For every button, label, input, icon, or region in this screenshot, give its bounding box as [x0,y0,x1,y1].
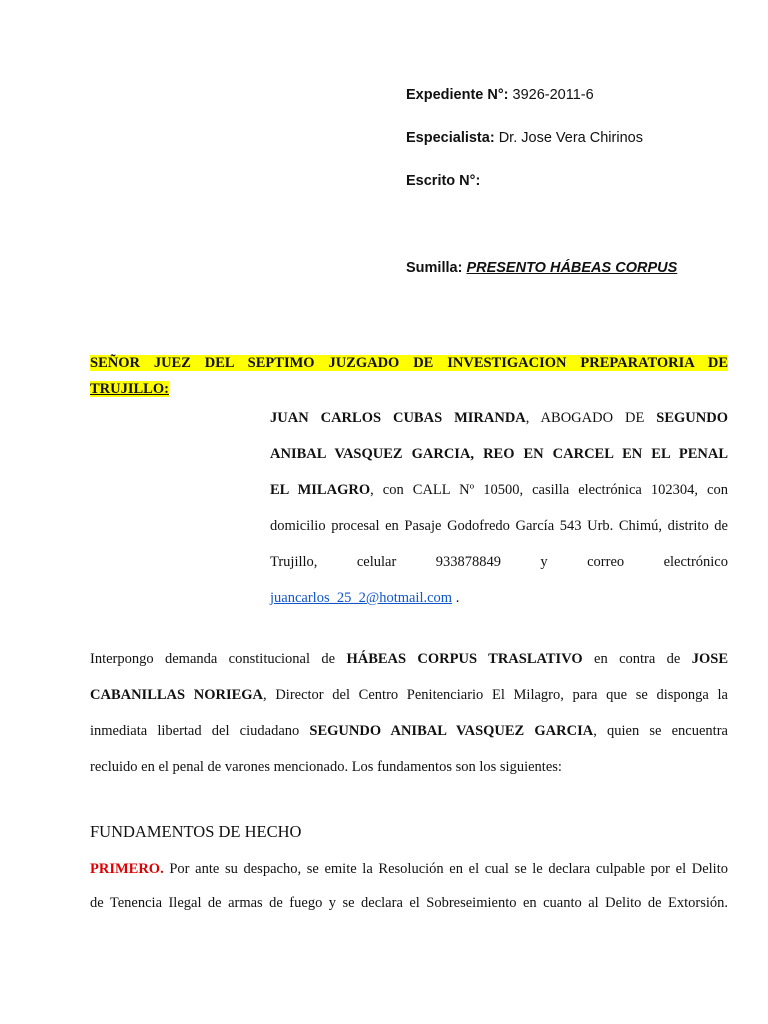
first-fact-paragraph [90,856,728,924]
prison-name: EL MILAGRO [270,482,371,498]
expediente-line [406,87,594,103]
client-name-status: ANIBAL VASQUEZ GARCIA, REO EN CARCEL EN EL PENAL [270,446,728,462]
parties-line [270,549,728,585]
respondent-name: CABANILLAS NORIEGA [90,687,264,703]
demand-line: recluido en el penal de varones mencionado. Los fundamentos son los siguientes: [90,759,562,775]
beneficiary-name: SEGUNDO ANIBAL VASQUEZ GARCIA [309,723,594,739]
court-address-line-1: SEÑOR JUEZ DEL SEPTIMO JUZGADO DE INVESTIGACION PREPARATORIA DE [90,355,728,371]
sumilla-line [406,260,677,276]
demand-line: CABANILLAS NORIEGA, Director del Centro Penitenciario El Milagro, para que se disponga la [90,687,728,703]
demand-line: inmediata libertad del ciudadano SEGUNDO ANIBAL VASQUEZ GARCIA, quien se encuentra [90,723,728,739]
address-text: domicilio procesal en Pasaje Godofredo García 543 Urb. Chimú, distrito de [270,518,728,534]
especialista-line [406,130,643,146]
parties-line [270,513,728,549]
parties-line [270,477,728,513]
sumilla-label: Sumilla: [406,260,463,276]
client-name-part: SEGUNDO [656,410,728,426]
especialista-value: Dr. Jose Vera Chirinos [498,130,643,146]
section-heading: FUNDAMENTOS DE HECHO [90,822,302,841]
parties-line: juancarlos_25_2@hotmail.com . [270,590,460,606]
lawyer-name: JUAN CARLOS CUBAS MIRANDA [270,410,526,426]
court-address-line-2: TRUJILLO: [90,381,169,397]
call-registration: , con CALL Nº 10500, casilla electrónica 102304, con [370,482,728,498]
primero-label: PRIMERO. [90,861,164,877]
expediente-value: 3926-2011-6 [512,87,594,103]
parties-line [270,405,728,441]
demand-paragraph [90,646,728,790]
lawyer-role: , ABOGADO DE [525,410,657,426]
email-link[interactable]: juancarlos_25_2@hotmail.com [270,590,453,606]
parties-block [270,405,728,621]
court-address [90,350,728,402]
escrito-line [406,173,480,189]
expediente-label: Expediente N°: [406,87,509,103]
fact-line: de Tenencia Ilegal de armas de fuego y se declara el Sobreseimiento en cuanto al Delito de Extorsión. [90,895,728,911]
fact-line: PRIMERO. Por ante su despacho, se emite la Resolución en el cual se le declara culpable por el Delito [90,861,728,877]
especialista-label: Especialista: [406,130,495,146]
contact-text: Trujillo, celular 933878849 y correo electrónico [270,554,728,570]
escrito-label: Escrito N°: [406,173,481,189]
habeas-corpus-type: HÁBEAS CORPUS TRASLATIVO [346,651,583,667]
sumilla-value: PRESENTO HÁBEAS CORPUS [466,260,678,276]
respondent-name-part: JOSE [691,651,728,667]
demand-line: Interpongo demanda constitucional de HÁBEAS CORPUS TRASLATIVO en contra de JOSE [90,651,728,667]
parties-line [270,441,728,477]
